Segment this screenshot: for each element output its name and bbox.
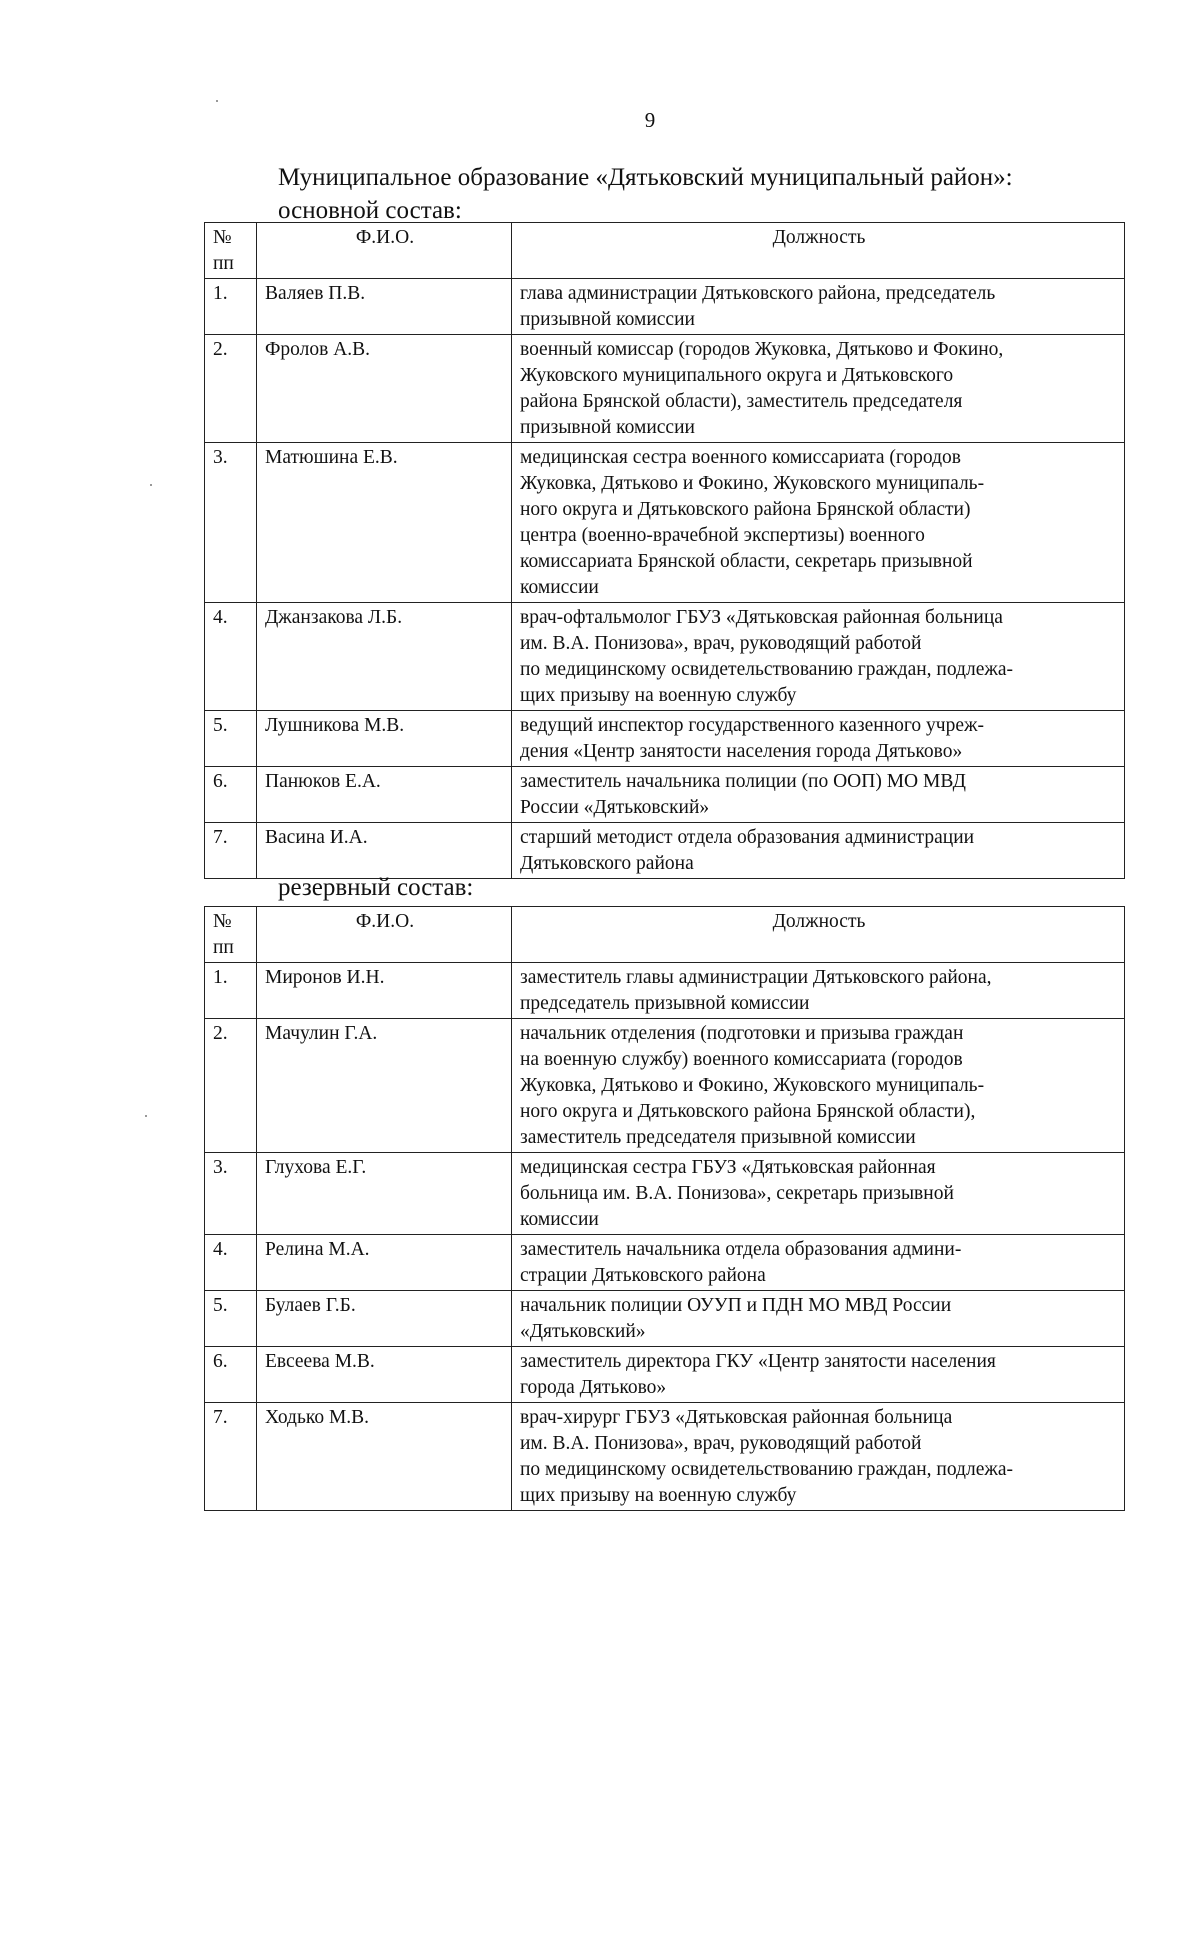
row-position: начальник полиции ОУУП и ПДН МО МВД России «Дятьковский» [512,1291,1125,1347]
row-position: заместитель начальника полиции (по ООП) МО МВД России «Дятьковский» [512,767,1125,823]
row-num: 5. [205,711,257,767]
row-num: 5. [205,1291,257,1347]
table-row [205,1403,1125,1511]
row-num: 3. [205,1153,257,1235]
row-name: Панюков Е.А. [257,767,512,823]
row-name: Глухова Е.Г. [257,1153,512,1235]
row-position: старший методист отдела образования администрации Дятьковского района [512,823,1125,879]
table-header-row [205,223,1125,279]
scan-artifact [216,100,218,102]
row-name: Валяев П.В. [257,279,512,335]
row-name: Ходько М.В. [257,1403,512,1511]
reserve-roster-table [204,906,1125,1511]
table-row [205,279,1125,335]
row-position: глава администрации Дятьковского района, председатель призывной комиссии [512,279,1125,335]
row-position: заместитель начальника отдела образования админи- страции Дятьковского района [512,1235,1125,1291]
row-position: начальник отделения (подготовки и призыва граждан на военную службу) военного комиссариата (городов Жуковка, Дятьково и Фокино, Жуковского муниципаль- ного округа и Дятьковского района Брянской области), заместитель председателя призывной комиссии [512,1019,1125,1153]
row-position: заместитель директора ГКУ «Центр занятости населения города Дятьково» [512,1347,1125,1403]
row-num: 7. [205,1403,257,1511]
row-position: военный комиссар (городов Жуковка, Дятьково и Фокино, Жуковского муниципального округа и Дятьковского района Брянской области), заместитель председателя призывной комиссии [512,335,1125,443]
row-num: 7. [205,823,257,879]
table-row [205,711,1125,767]
row-position: заместитель главы администрации Дятьковского района, председатель призывной комиссии [512,963,1125,1019]
row-num: 2. [205,1019,257,1153]
main-section-subtitle: основной состав: [278,197,462,224]
row-num: 3. [205,443,257,603]
row-num: 4. [205,1235,257,1291]
scan-artifact [145,1115,147,1117]
row-num: 6. [205,1347,257,1403]
header-position: Должность [512,907,1125,963]
table-row [205,1153,1125,1235]
row-name: Булаев Г.Б. [257,1291,512,1347]
reserve-section-subtitle: резервный состав: [278,874,474,901]
row-position: врач-офтальмолог ГБУЗ «Дятьковская районная больница им. В.А. Понизова», врач, руководящий работой по медицинскому освидетельствованию граждан, подлежа- щих призыву на военную службу [512,603,1125,711]
table-header-row [205,907,1125,963]
header-num: № пп [205,223,257,279]
table-row [205,335,1125,443]
table-row [205,443,1125,603]
page-number: 9 [644,108,656,132]
page-title: Муниципальное образование «Дятьковский муниципальный район»: [278,164,1013,191]
row-name: Васина И.А. [257,823,512,879]
row-position: врач-хирург ГБУЗ «Дятьковская районная больница им. В.А. Понизова», врач, руководящий работой по медицинскому освидетельствованию граждан, подлежа- щих призыву на военную службу [512,1403,1125,1511]
table-row [205,823,1125,879]
row-name: Релина М.А. [257,1235,512,1291]
row-num: 1. [205,279,257,335]
row-name: Матюшина Е.В. [257,443,512,603]
row-name: Джанзакова Л.Б. [257,603,512,711]
row-name: Мачулин Г.А. [257,1019,512,1153]
table-row [205,767,1125,823]
header-num: № пп [205,907,257,963]
table-row [205,1235,1125,1291]
table-row [205,1291,1125,1347]
header-name: Ф.И.О. [257,223,512,279]
row-num: 4. [205,603,257,711]
header-position: Должность [512,223,1125,279]
table-row [205,1019,1125,1153]
row-name: Евсеева М.В. [257,1347,512,1403]
table-row [205,963,1125,1019]
row-name: Лушникова М.В. [257,711,512,767]
row-num: 2. [205,335,257,443]
header-name: Ф.И.О. [257,907,512,963]
table-row [205,603,1125,711]
row-position: ведущий инспектор государственного казенного учреж- дения «Центр занятости населения города Дятьково» [512,711,1125,767]
row-num: 1. [205,963,257,1019]
row-position: медицинская сестра военного комиссариата (городов Жуковка, Дятьково и Фокино, Жуковского муниципаль- ного округа и Дятьковского района Брянской области) центра (военно-врачебной экспертизы) военного комиссариата Брянской области, секретарь призывной комиссии [512,443,1125,603]
main-roster-table [204,222,1125,879]
row-name: Фролов А.В. [257,335,512,443]
row-num: 6. [205,767,257,823]
table-row [205,1347,1125,1403]
row-name: Миронов И.Н. [257,963,512,1019]
row-position: медицинская сестра ГБУЗ «Дятьковская районная больница им. В.А. Понизова», секретарь призывной комиссии [512,1153,1125,1235]
scan-artifact [150,484,152,486]
